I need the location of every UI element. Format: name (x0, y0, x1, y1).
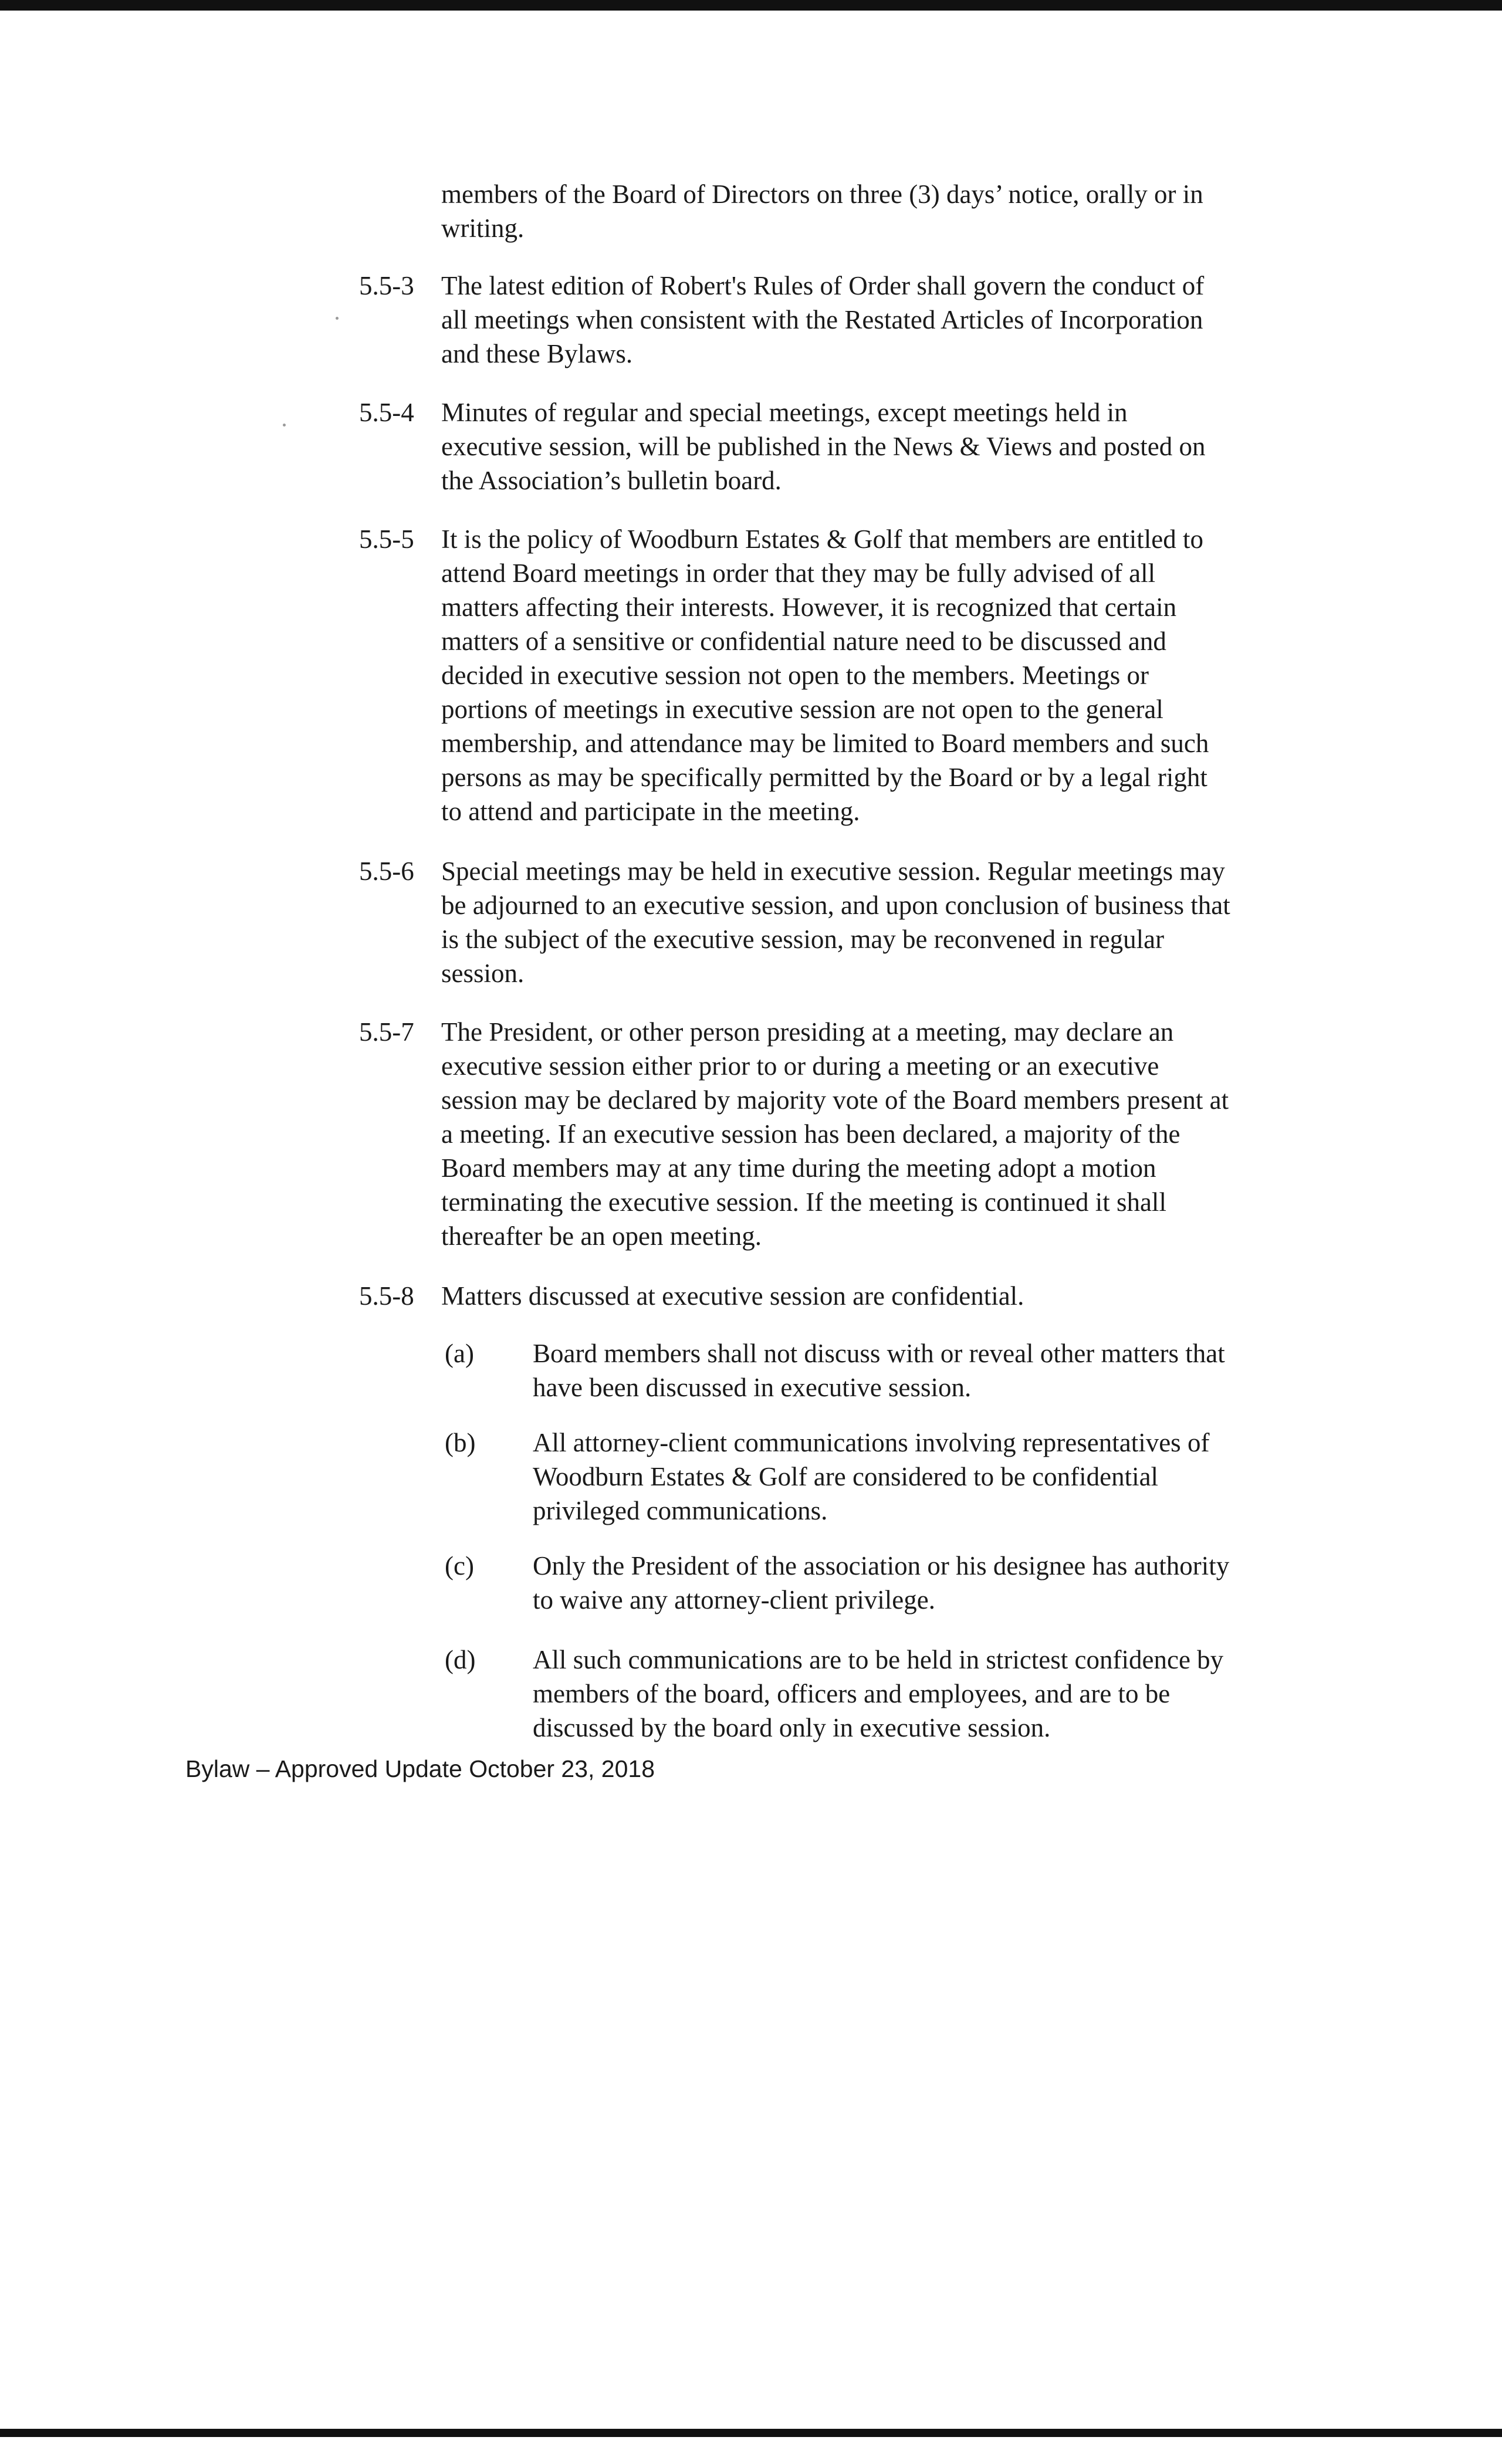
subsection-text: All attorney-client communications involving representatives of Woodburn Estates & Golf are considered to be confidential privileged communications. (533, 1428, 1210, 1525)
section-number: 5.5-4 (359, 398, 414, 427)
section-text: The President, or other person presiding at a meeting, may declare an executive session either prior to or during a meeting or an executive session may be declared by majority vote of the Board members present at a meeting. If an executive session has been declared, a majority of the Board members may at any time during the meeting adopt a motion terminating the executive session. If the meeting is continued it shall thereafter be an open meeting. (441, 1017, 1229, 1251)
scan-speck (336, 317, 339, 320)
subsection-text: Only the President of the association or his designee has authority to waive any attorney-client privilege. (533, 1551, 1230, 1615)
section-text: The latest edition of Robert's Rules of Order shall govern the conduct of all meetings when consistent with the Restated Articles of Incorporation and these Bylaws. (441, 271, 1205, 368)
page-footer: Bylaw – Approved Update October 23, 2018 (185, 1755, 655, 1782)
scan-speck (283, 424, 286, 427)
subsection-label: (b) (445, 1428, 476, 1457)
section-number: 5.5-6 (359, 857, 414, 886)
continuation-paragraph: members of the Board of Directors on three (3) days’ notice, orally or in writing. (441, 180, 1203, 243)
section-text: Minutes of regular and special meetings, except meetings held in executive session, will be published in the News & Views and posted on the Association’s bulletin board. (441, 398, 1206, 495)
subsection-label: (c) (445, 1551, 474, 1580)
subsection-label: (d) (445, 1645, 476, 1674)
subsection-text: All such communications are to be held in strictest confidence by members of the board, officers and employees, and are to be discussed by the board only in executive session. (533, 1645, 1224, 1742)
section-text: It is the policy of Woodburn Estates & Golf that members are entitled to attend Board meetings in order that they may be fully advised of all matters affecting their interests. However, it is recognized that certain matters of a sensitive or confidential nature need to be discussed and decided in executive session not open to the members. Meetings or portions of meetings in executive session are not open to the general membership, and attendance may be limited to Board members and such persons as may be specifically permitted by the Board or by a legal right to attend and participate in the meeting. (441, 524, 1209, 826)
section-number: 5.5-8 (359, 1281, 414, 1311)
top-page-rule (0, 0, 1502, 11)
section-text: Matters discussed at executive session are confidential. (441, 1281, 1024, 1311)
section-number: 5.5-5 (359, 524, 414, 554)
section-text: Special meetings may be held in executive session. Regular meetings may be adjourned to an executive session, and upon conclusion of business that is the subject of the executive session, may be reconvened in regular session. (441, 857, 1230, 988)
bottom-page-rule (0, 2429, 1502, 2437)
subsection-label: (a) (445, 1339, 474, 1368)
subsection-text: Board members shall not discuss with or reveal other matters that have been discussed in executive session. (533, 1339, 1225, 1402)
section-number: 5.5-7 (359, 1017, 414, 1047)
section-number: 5.5-3 (359, 271, 414, 300)
